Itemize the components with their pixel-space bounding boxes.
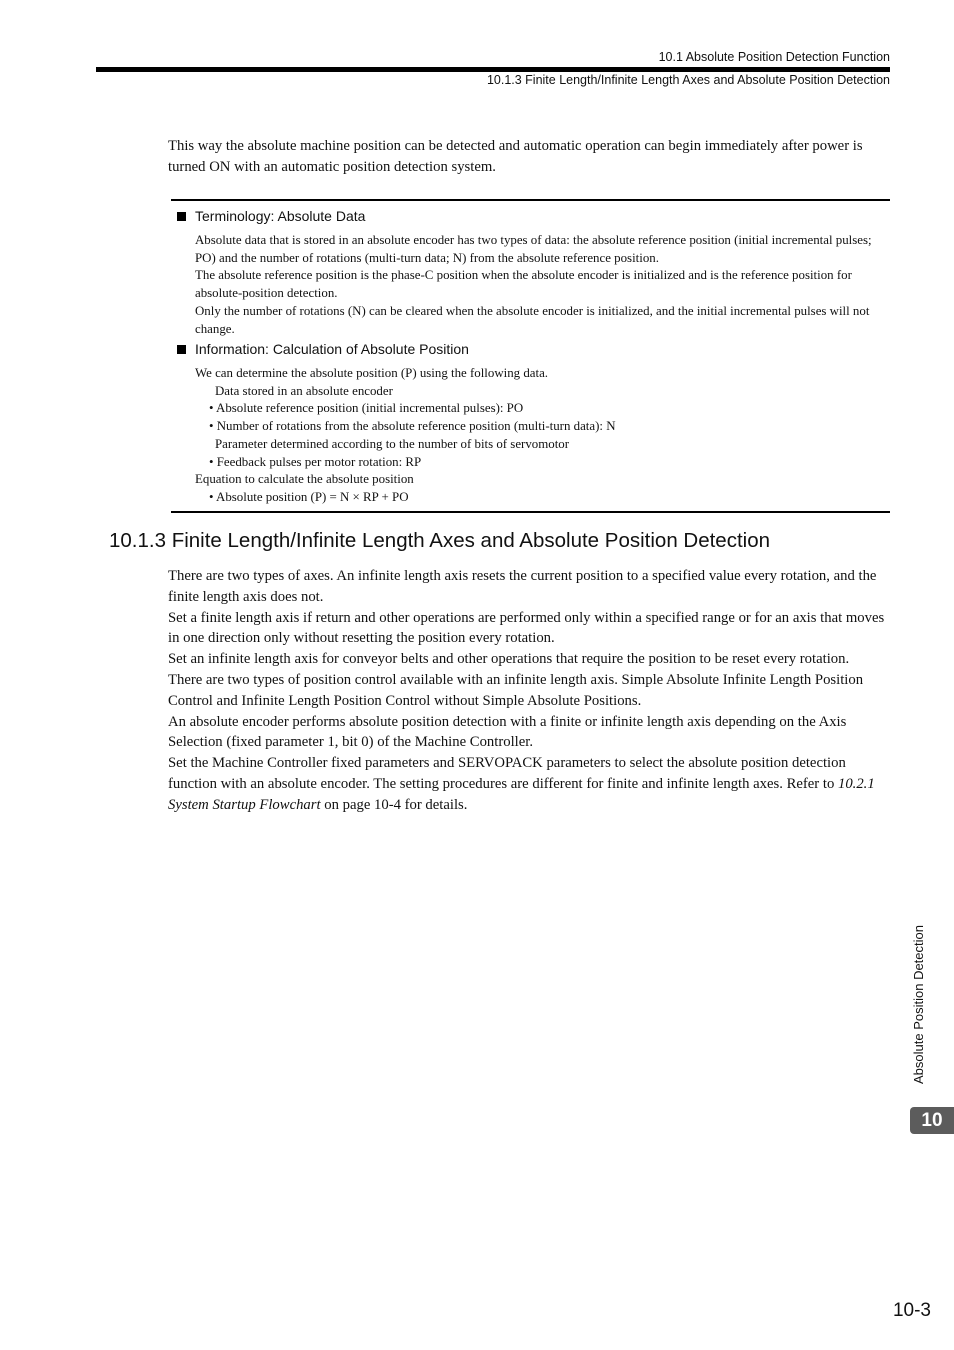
terminology-paragraph: The absolute reference position is the phase-C position when the absolute encoder is initialized and is the reference position for absolute-position detection.	[195, 268, 852, 301]
section-title: 10.1.3 Finite Length/Infinite Length Axes and Absolute Position Detection	[109, 529, 771, 552]
section-body	[168, 566, 890, 816]
terminology-title: Terminology: Absolute Data	[195, 208, 366, 224]
chapter-tab: 10	[910, 1107, 954, 1134]
body-text: Set the Machine Controller fixed parameters and SERVOPACK parameters to select the absolute position detection function with an absolute encoder. The setting procedures are different for finite and infinite length axes. Refer to	[168, 755, 846, 792]
information-bullet: • Absolute reference position (initial incremental pulses): PO	[209, 401, 524, 416]
terminology-paragraph: Only the number of rotations (N) can be cleared when the absolute encoder is initialized, and the initial incremental pulses will not change.	[195, 303, 870, 336]
information-title: Information: Calculation of Absolute Position	[195, 341, 469, 357]
information-line: Data stored in an absolute encoder	[215, 383, 393, 398]
body-paragraph: Set a finite length axis if return and other operations are performed only within a specified range or for an axis that moves in one direction only without resetting the position every rotation.	[168, 609, 885, 647]
terminology-body	[195, 232, 890, 338]
information-body	[195, 365, 890, 507]
terminology-paragraph: Absolute data that is stored in an absolute encoder has two types of data: the absolute reference position (initial incremental pulses; PO) and the number of rotations (multi-turn data; N) from the absolute reference position.	[195, 233, 872, 265]
body-text: on page 10-4 for details.	[320, 796, 468, 813]
square-bullet-icon	[177, 345, 186, 354]
square-bullet-icon	[177, 212, 186, 221]
body-paragraph: Set an infinite length axis for conveyor belts and other operations that require the position to be reset every rotation.	[168, 651, 850, 668]
information-line: We can determine the absolute position (P) using the following data.	[195, 366, 549, 380]
information-heading	[177, 340, 469, 358]
information-line: Parameter determined according to the number of bits of servomotor	[215, 436, 570, 451]
chapter-side-label: Absolute Position Detection	[911, 925, 926, 1084]
terminology-heading	[177, 207, 365, 225]
information-line: Equation to calculate the absolute position	[195, 472, 414, 487]
intro-paragraph: This way the absolute machine position can be detected and automatic operation can begin immediately after power is turned ON with an automatic position detection system.	[168, 138, 863, 175]
body-paragraph	[168, 753, 890, 815]
notes-box	[171, 199, 890, 513]
information-bullet: • Number of rotations from the absolute reference position (multi-turn data): N	[209, 419, 616, 434]
cross-reference-link[interactable]: 10.2.1 System Startup Flowchart	[168, 775, 875, 813]
information-bullet: • Absolute position (P) = N × RP + PO	[209, 489, 409, 504]
running-header-subsection: 10.1.3 Finite Length/Infinite Length Axes and Absolute Position Detection	[486, 73, 890, 87]
body-paragraph: There are two types of position control available with an infinite length axis. Simple Absolute Infinite Length Position Control and Infinite Length Position Control without Simple Absolute Positions.	[168, 671, 864, 709]
information-bullet: • Feedback pulses per motor rotation: RP	[209, 454, 422, 469]
page-number: 10-3	[892, 1300, 931, 1321]
header-rule	[96, 67, 890, 72]
running-header-section: 10.1 Absolute Position Detection Function	[658, 50, 890, 64]
body-paragraph: An absolute encoder performs absolute position detection with a finite or infinite length axis depending on the Axis Selection (fixed parameter 1, bit 0) of the Machine Controller.	[168, 713, 847, 751]
body-paragraph: There are two types of axes. An infinite length axis resets the current position to a specified value every rotation, and the finite length axis does not.	[168, 568, 877, 605]
